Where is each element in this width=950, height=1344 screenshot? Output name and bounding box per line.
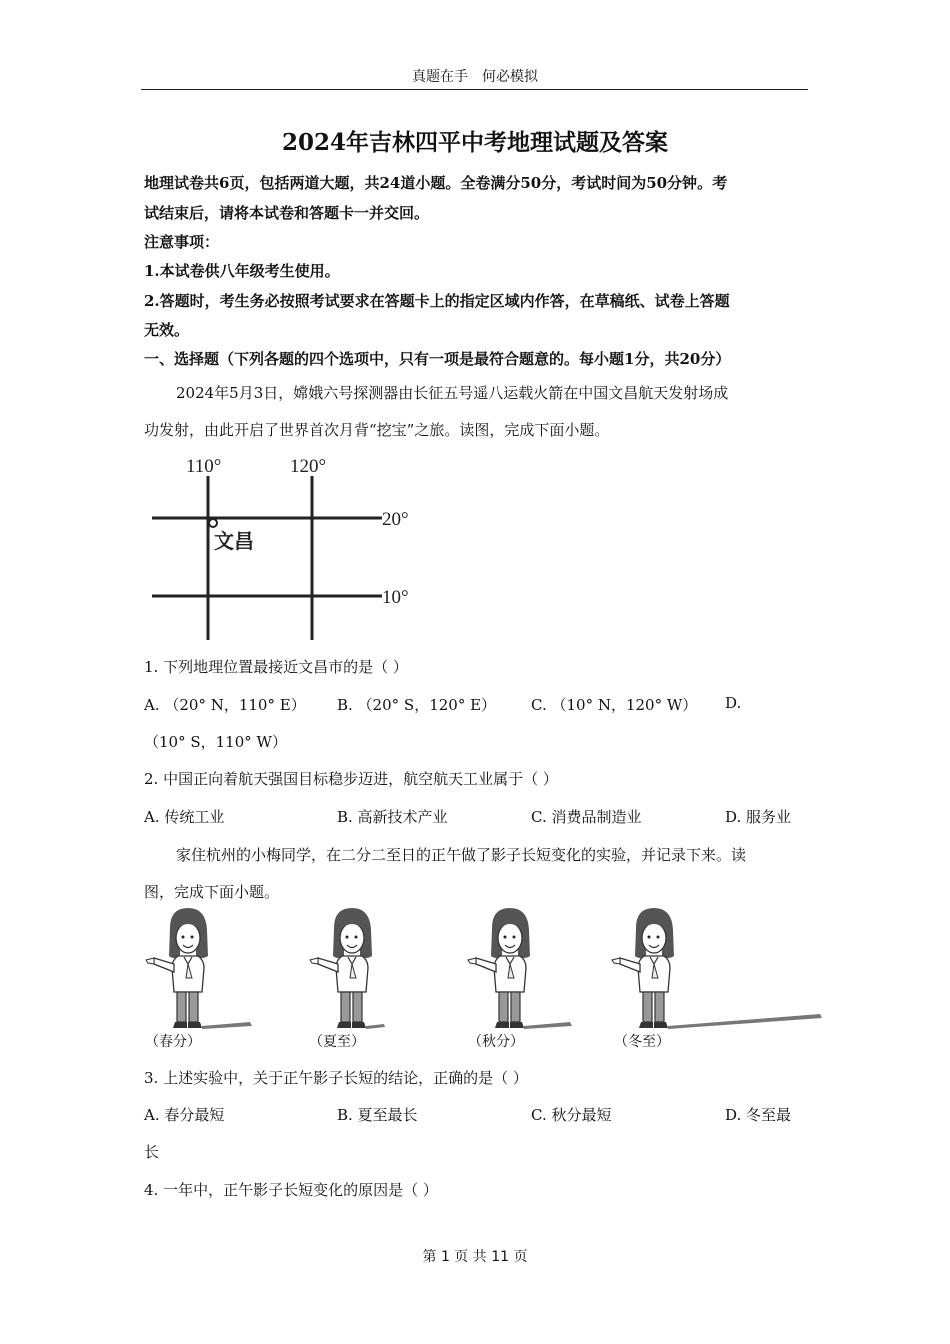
header-divider bbox=[141, 89, 808, 90]
wenchang-map bbox=[144, 448, 434, 648]
q3-stem: 3. 上述实验中，关于正午影子长短的结论，正确的是（ ） bbox=[144, 1069, 528, 1087]
passage-1-line-2: 功发射，由此开启了世界首次月背“挖宝”之旅。读图，完成下面小题。 bbox=[144, 421, 610, 439]
lat-20-label: 20° bbox=[382, 509, 409, 530]
note-2-line-2: 无效。 bbox=[144, 321, 190, 339]
q2-option-d: D. 服务业 bbox=[725, 808, 792, 826]
lon-110-label: 110° bbox=[186, 456, 222, 477]
girl-spring-equinox bbox=[146, 908, 208, 1028]
q3-option-d-cont: 长 bbox=[144, 1143, 160, 1161]
intro-line-2: 试结束后，请将本试卷和答题卡一并交回。 bbox=[144, 204, 430, 222]
shadow-spring bbox=[202, 1022, 252, 1029]
q3-option-a: A. 春分最短 bbox=[144, 1106, 225, 1124]
girl-summer-solstice bbox=[310, 908, 372, 1028]
q3-option-d: D. 冬至最 bbox=[725, 1106, 792, 1124]
page-number: 第 1 页 共 11 页 bbox=[422, 1249, 528, 1265]
q2-option-a: A. 传统工业 bbox=[144, 808, 225, 826]
q3-option-c: C. 秋分最短 bbox=[531, 1106, 612, 1124]
q4-stem: 4. 一年中，正午影子长短变化的原因是（ ） bbox=[144, 1181, 438, 1199]
caption-summer: （夏至） bbox=[309, 1034, 365, 1050]
note-2-line-1: 2.答题时，考生务必按照考试要求在答题卡上的指定区域内作答，在草稿纸、试卷上答题 bbox=[144, 292, 730, 310]
shadow-experiment-figures bbox=[140, 902, 830, 1030]
lon-120-label: 120° bbox=[290, 456, 327, 477]
shadow-winter bbox=[668, 1014, 822, 1029]
q1-option-d-cont: （10° S，110° W） bbox=[144, 733, 287, 751]
passage-2-line-2: 图，完成下面小题。 bbox=[144, 883, 280, 901]
page-title: 2024年吉林四平中考地理试题及答案 bbox=[281, 129, 668, 156]
section-heading: 一、选择题（下列各题的四个选项中，只有一项是最符合题意的。每小题1分，共20分） bbox=[144, 350, 731, 368]
girl-winter-solstice bbox=[612, 908, 674, 1028]
q1-option-d: D. bbox=[725, 694, 742, 712]
q2-stem: 2. 中国正向着航天强国目标稳步迈进，航空航天工业属于（ ） bbox=[144, 770, 558, 788]
wenchang-point bbox=[209, 519, 217, 527]
lat-10-label: 10° bbox=[382, 587, 409, 608]
q1-stem: 1. 下列地理位置最接近文昌市的是（ ） bbox=[144, 658, 408, 676]
notes-title: 注意事项： bbox=[144, 233, 220, 251]
girl-autumn-equinox bbox=[468, 908, 530, 1028]
caption-autumn: （秋分） bbox=[468, 1034, 524, 1050]
q1-option-a: A. （20° N，110° E） bbox=[144, 696, 306, 714]
shadow-autumn bbox=[524, 1022, 572, 1029]
q2-option-b: B. 高新技术产业 bbox=[337, 808, 448, 826]
intro-line-1: 地理试卷共6页，包括两道大题，共24道小题。全卷满分50分，考试时间为50分钟。考 bbox=[144, 174, 728, 192]
caption-spring: （春分） bbox=[145, 1034, 201, 1050]
shadow-summer bbox=[366, 1024, 385, 1029]
caption-winter: （冬至） bbox=[614, 1034, 670, 1050]
passage-2-line-1: 家住杭州的小梅同学，在二分二至日的正午做了影子长短变化的实验，并记录下来。读 bbox=[176, 846, 747, 864]
wenchang-label: 文昌 bbox=[214, 529, 254, 553]
q1-option-b: B. （20° S，120° E） bbox=[337, 696, 497, 714]
running-header: 真题在手 何必模拟 bbox=[412, 69, 538, 85]
q2-option-c: C. 消费品制造业 bbox=[531, 808, 642, 826]
q1-option-c: C. （10° N，120° W） bbox=[531, 696, 698, 714]
note-1: 1.本试卷供八年级考生使用。 bbox=[144, 262, 340, 280]
q3-option-b: B. 夏至最长 bbox=[337, 1106, 418, 1124]
passage-1-line-1: 2024年5月3日，嫦娥六号探测器由长征五号遥八运载火箭在中国文昌航天发射场成 bbox=[176, 384, 729, 402]
